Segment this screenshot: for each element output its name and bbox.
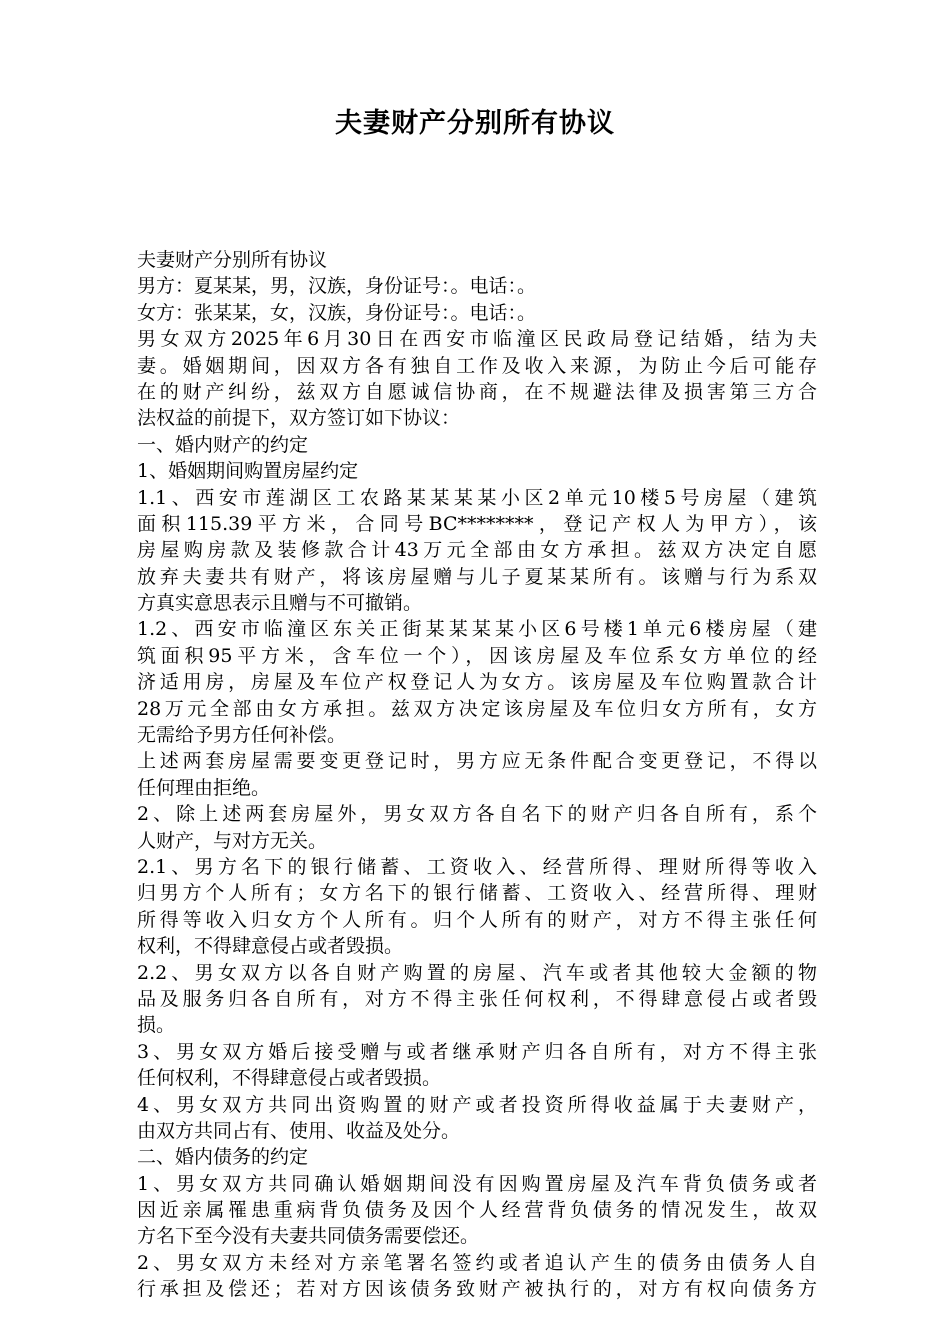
text-line: 任何权利，不得肆意侵占或者毁损。: [137, 1067, 442, 1090]
text-line: 归男方个人所有；女方名下的银行储蓄、工资收入、经营所得、理财: [137, 882, 817, 905]
text-line: 品及服务归各自所有，对方不得主张任何权利，不得肆意侵占或者毁: [137, 987, 817, 1010]
text-line: 一、婚内财产的约定: [137, 433, 309, 456]
text-line: 房屋购房款及装修款合计43万元全部由女方承担。兹双方决定自愿: [137, 539, 817, 562]
text-line: 所得等收入归女方个人所有。归个人所有的财产，对方不得主张任何: [137, 908, 817, 931]
text-line: 面积115.39平方米，合同号BC********，登记产权人为甲方），该: [137, 512, 817, 535]
text-line: 女方：张某某，女，汉族，身份证号：。电话：。: [137, 301, 537, 324]
text-line: 男女双方2025年6月30日在西安市临潼区民政局登记结婚，结为夫: [137, 328, 817, 351]
text-line: 4、男女双方共同出资购置的财产或者投资所得收益属于夫妻财产，: [137, 1093, 817, 1116]
text-line: 放弃夫妻共有财产，将该房屋赠与儿子夏某某所有。该赠与行为系双: [137, 565, 817, 588]
text-line: 无需给予男方任何补偿。: [137, 724, 347, 747]
text-line: 1.1、西安市莲湖区工农路某某某某小区2单元10楼5号房屋（建筑: [137, 486, 817, 509]
text-line: 28万元全部由女方承担。兹双方决定该房屋及车位归女方所有，女方: [137, 697, 817, 720]
text-line: 2、除上述两套房屋外，男女双方各自名下的财产归各自所有，系个: [137, 803, 817, 826]
text-line: 二、婚内债务的约定: [137, 1146, 309, 1169]
text-line: 方真实意思表示且赠与不可撤销。: [137, 592, 423, 615]
text-line: 男方：夏某某，男，汉族，身份证号：。电话：。: [137, 275, 537, 298]
text-line: 妻。婚姻期间，因双方各有独自工作及收入来源，为防止今后可能存: [137, 354, 817, 377]
text-line: 3、男女双方婚后接受赠与或者继承财产归各自所有，对方不得主张: [137, 1040, 817, 1063]
text-line: 筑面积95平方米，含车位一个），因该房屋及车位系女方单位的经: [137, 644, 817, 667]
text-line: 上述两套房屋需要变更登记时，男方应无条件配合变更登记，不得以: [137, 750, 817, 773]
text-line: 法权益的前提下，双方签订如下协议：: [137, 407, 461, 430]
text-line: 济适用房，房屋及车位产权登记人为女方。该房屋及车位购置款合计: [137, 671, 817, 694]
text-line: 2、男女双方未经对方亲笔署名签约或者追认产生的债务由债务人自: [137, 1251, 817, 1274]
text-line: 在的财产纠纷，兹双方自愿诚信协商，在不规避法律及损害第三方合: [137, 380, 817, 403]
text-line: 方名下至今没有夫妻共同债务需要偿还。: [137, 1225, 480, 1248]
text-line: 行承担及偿还；若对方因该债务致财产被执行的，对方有权向债务方: [137, 1278, 817, 1301]
text-line: 权利，不得肆意侵占或者毁损。: [137, 935, 404, 958]
text-line: 由双方共同占有、使用、收益及处分。: [137, 1119, 461, 1142]
text-line: 人财产，与对方无关。: [137, 829, 328, 852]
document-body: [137, 247, 817, 1303]
text-line: 任何理由拒绝。: [137, 776, 271, 799]
text-line: 2.2、男女双方以各自财产购置的房屋、汽车或者其他较大金额的物: [137, 961, 817, 984]
text-line: 损。: [137, 1014, 176, 1037]
text-line: 1.2、西安市临潼区东关正街某某某某小区6号楼1单元6楼房屋（建: [137, 618, 817, 641]
document-title: 夫妻财产分别所有协议: [335, 108, 615, 139]
text-line: 1、男女双方共同确认婚姻期间没有因购置房屋及汽车背负债务或者: [137, 1172, 817, 1195]
text-line: 夫妻财产分别所有协议: [137, 249, 328, 271]
text-line: 2.1、男方名下的银行储蓄、工资收入、经营所得、理财所得等收入: [137, 855, 817, 878]
text-line: 1、婚姻期间购置房屋约定: [137, 460, 359, 483]
text-line: 因近亲属罹患重病背负债务及因个人经营背负债务的情况发生，故双: [137, 1199, 817, 1222]
